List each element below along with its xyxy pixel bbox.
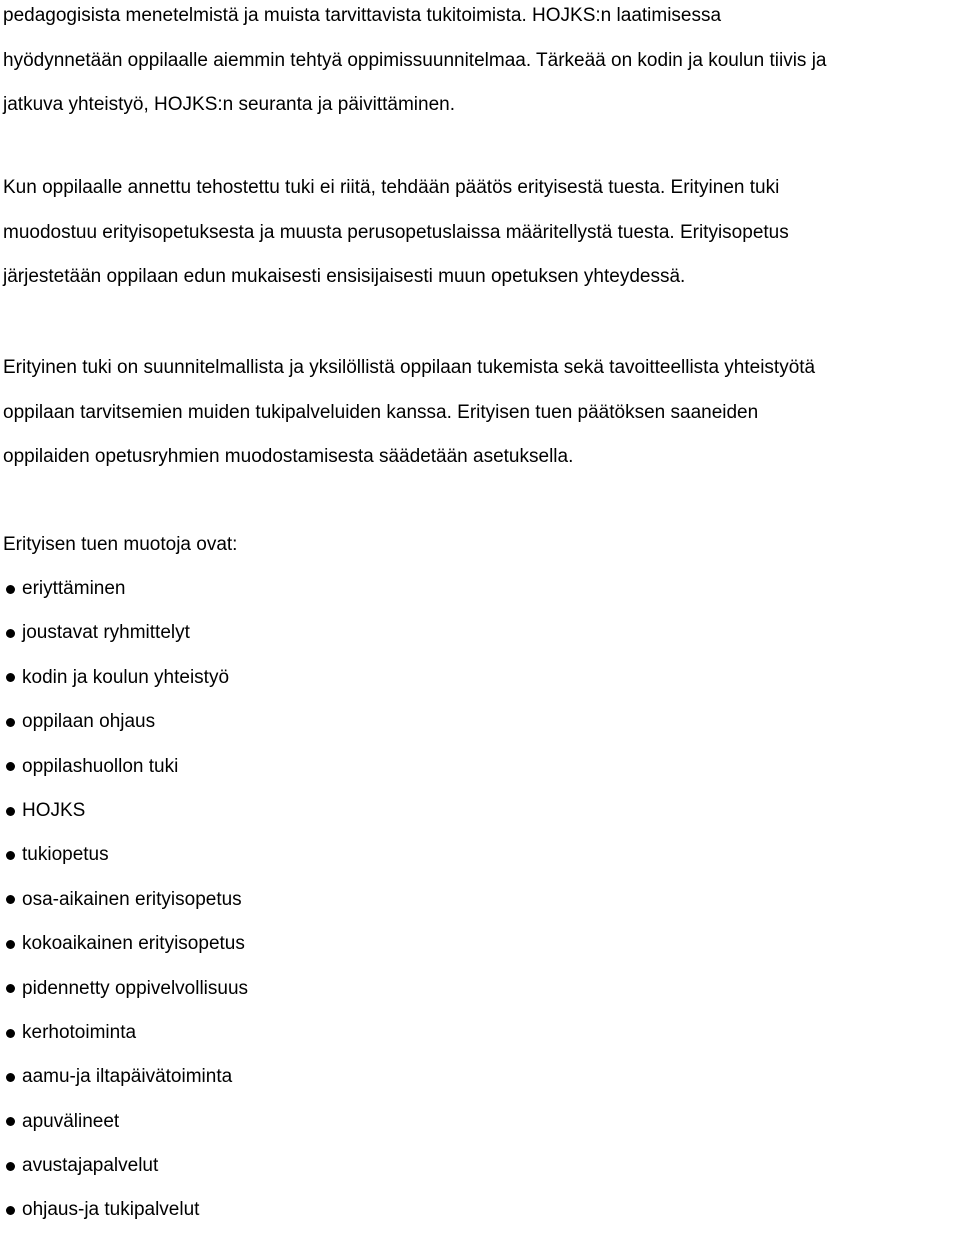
bullet-icon: [6, 1162, 15, 1171]
list-item: [3, 1100, 248, 1144]
bullet-icon: [6, 673, 15, 682]
list-item-label: aamu-ja iltapäivätoiminta: [22, 1066, 233, 1088]
list-item: [3, 789, 248, 833]
support-forms-heading: Erityisen tuen muotoja ovat:: [3, 534, 238, 555]
list-item: [3, 700, 248, 744]
bullet-icon: [6, 895, 15, 904]
list-item: [3, 878, 248, 922]
list-item: [3, 1011, 248, 1055]
paragraph-line: oppilaiden opetusryhmien muodostamisesta säädetään asetuksella.: [3, 446, 574, 467]
bullet-icon: [6, 940, 15, 949]
paragraph-line: pedagogisista menetelmistä ja muista tarvittavista tukitoimista. HOJKS:n laatimisessa: [3, 5, 722, 26]
list-item: [3, 967, 248, 1011]
bullet-icon: [6, 1206, 15, 1215]
bullet-icon: [6, 851, 15, 860]
list-item-label: HOJKS: [22, 799, 86, 821]
bullet-icon: [6, 585, 15, 594]
bullet-icon: [6, 1029, 15, 1038]
list-item-label: apuvälineet: [22, 1110, 120, 1132]
list-item: [3, 833, 248, 877]
paragraph-line: muodostuu erityisopetuksesta ja muusta perusopetuslaissa määritellystä tuesta. Erityisopetus: [3, 221, 789, 243]
bullet-icon: [6, 807, 15, 816]
paragraph-hojks: [3, 0, 826, 128]
bullet-icon: [6, 984, 15, 993]
list-item-label: oppilashuollon tuki: [22, 755, 179, 777]
bullet-icon: [6, 762, 15, 771]
list-item: [3, 656, 248, 700]
list-item: [3, 611, 248, 655]
list-item-label: tukiopetus: [22, 844, 109, 866]
list-item-label: kodin ja koulun yhteistyö: [22, 666, 230, 688]
bullet-icon: [6, 1117, 15, 1126]
list-item-label: kerhotoiminta: [22, 1021, 137, 1043]
list-item: [3, 1055, 248, 1099]
list-item-label: avustajapalvelut: [22, 1155, 159, 1177]
bullet-icon: [6, 629, 15, 638]
paragraph-line: hyödynnetään oppilaalle aiemmin tehtyä oppimissuunnitelmaa. Tärkeää on kodin ja koulun tiivis ja: [3, 49, 827, 71]
paragraph-line: järjestetään oppilaan edun mukaisesti ensisijaisesti muun opetuksen yhteydessä.: [3, 266, 686, 287]
paragraph-special-support-decision: [3, 166, 789, 300]
support-forms-list: [3, 567, 248, 1233]
list-item-label: eriyttäminen: [22, 578, 126, 599]
list-item: [3, 1144, 248, 1188]
list-item: [3, 567, 248, 611]
list-item-label: joustavat ryhmittelyt: [22, 622, 190, 644]
paragraph-line: oppilaan tarvitsemien muiden tukipalveluiden kanssa. Erityisen tuen päätöksen saaneiden: [3, 401, 759, 423]
list-item-label: osa-aikainen erityisopetus: [22, 888, 242, 910]
list-item-label: pidennetty oppivelvollisuus: [22, 977, 249, 999]
paragraph-line: Erityinen tuki on suunnitelmallista ja yksilöllistä oppilaan tukemista sekä tavoitteellista yhteistyötä: [3, 357, 816, 378]
paragraph-special-support-description: [3, 346, 815, 480]
list-item-label: oppilaan ohjaus: [22, 711, 156, 733]
paragraph-line: Kun oppilaalle annettu tehostettu tuki ei riitä, tehdään päätös erityisestä tuesta. Erityinen tuki: [3, 177, 780, 198]
list-item: [3, 745, 248, 789]
bullet-icon: [6, 1073, 15, 1082]
list-item: [3, 922, 248, 966]
paragraph-line: jatkuva yhteistyö, HOJKS:n seuranta ja päivittäminen.: [3, 94, 456, 115]
list-item-label: kokoaikainen erityisopetus: [22, 933, 245, 955]
list-item-label: ohjaus-ja tukipalvelut: [22, 1199, 200, 1221]
bullet-icon: [6, 718, 15, 727]
list-item: [3, 1188, 248, 1232]
